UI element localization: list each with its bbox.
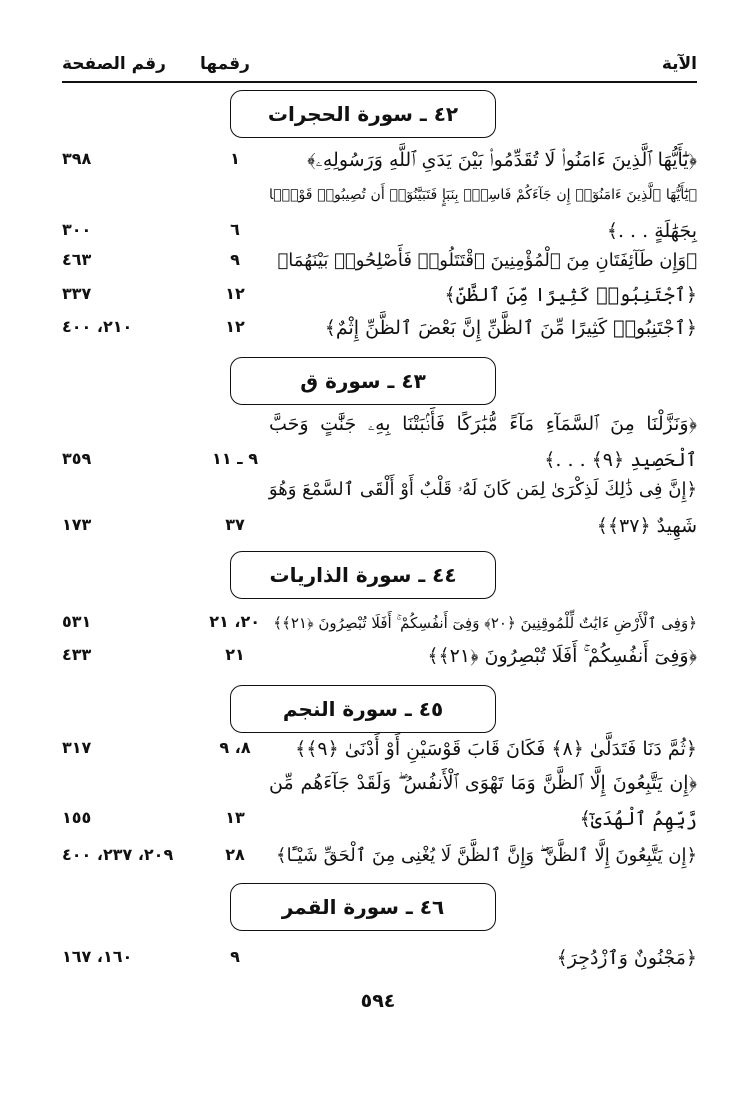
surah-title-box: ٤٢ ـ سورة الحجرات bbox=[230, 90, 496, 138]
ayah-number: ٩ bbox=[230, 250, 240, 269]
ayah-text bbox=[269, 765, 697, 837]
page-reference: ٢١٠، ٤٠٠ bbox=[62, 317, 133, 336]
page-reference: ٣٥٩ bbox=[62, 449, 92, 468]
ayah-text bbox=[269, 638, 697, 674]
ayah-line: ﴿وَإِن طَآئِفَتَانِ مِنَ ٱلْمُؤْمِنِينَ ٱقْتَتَلُوا۟ فَأَصْلِحُوا۟ بَيْنَهُمَا﴾ bbox=[277, 250, 697, 271]
ayah-text bbox=[269, 605, 697, 641]
ayah-number: ٢١ bbox=[225, 645, 245, 664]
ayah-number: ٦ bbox=[230, 220, 240, 239]
page-reference: ١٦٠، ١٦٧ bbox=[62, 947, 133, 966]
ayah-number: ١٢ bbox=[225, 317, 245, 336]
ayah-line: ﴿وَفِى ٱلْأَرْضِ ءَايَٰتٌ لِّلْمُوقِنِينَ ﴿٢٠﴾ وَفِىٓ أَنفُسِكُمْ ۚ أَفَلَا تُبْصِرُونَ ﴿٢١﴾﴾ bbox=[273, 614, 697, 632]
page-reference: ١٥٥ bbox=[62, 808, 92, 827]
page-number: ٥٩٤ bbox=[360, 990, 396, 1012]
surah-title-box: ٤٥ ـ سورة النجم bbox=[230, 685, 496, 733]
ayah-column-header: الآية bbox=[661, 54, 697, 74]
surah-title-box: ٤٣ ـ سورة ق bbox=[230, 357, 496, 405]
surah-title-box: ٤٤ ـ سورة الذاريات bbox=[230, 551, 496, 599]
ayah-text bbox=[269, 838, 697, 874]
ayah-text bbox=[269, 406, 697, 478]
page-reference: ٥٣١ bbox=[62, 612, 92, 631]
page-reference: ٣٣٧ bbox=[62, 284, 92, 303]
ayah-line: ﴿مَجْنُونٌ وَٱزْدُجِرَ﴾ bbox=[556, 947, 697, 969]
page-reference: ٣٠٠ bbox=[62, 220, 92, 239]
ayah-text bbox=[269, 731, 697, 767]
page-reference: ٤٦٣ bbox=[62, 250, 92, 269]
ayah-line: ٱلْحَصِيدِ ﴿٩﴾ . . .﴾ bbox=[544, 449, 697, 471]
ayah-line: بِجَهَٰلَةٍ . . .﴾ bbox=[606, 220, 697, 242]
page-reference: ٤٣٣ bbox=[62, 645, 92, 664]
page-reference: ٢٠٩، ٢٣٧، ٤٠٠ bbox=[62, 845, 174, 864]
ayah-number: ١٢ bbox=[225, 284, 245, 303]
ayah-number: ٨، ٩ bbox=[219, 738, 251, 757]
ayah-text bbox=[269, 277, 697, 313]
page-reference: ١٧٣ bbox=[62, 515, 92, 534]
surah-title-box: ٤٦ ـ سورة القمر bbox=[230, 883, 496, 931]
ayah-line: ﴿إِن يَتَّبِعُونَ إِلَّا ٱلظَّنَّ وَمَا تَهْوَى ٱلْأَنفُسُ ۖ وَلَقَدْ جَآءَهُم مِّن bbox=[269, 772, 697, 794]
table-header bbox=[62, 52, 697, 78]
ayah-number: ٢٠، ٢١ bbox=[209, 612, 260, 631]
ayah-text bbox=[269, 472, 697, 544]
ayah-line: ﴿وَنَزَّلْنَا مِنَ ٱلسَّمَآءِ مَآءً مُّبَٰرَكًا فَأَنۢبَتْنَا بِهِۦ جَنَّٰتٍ وَحَبَّ bbox=[269, 413, 697, 435]
ayah-line: ﴿إِنَّ فِى ذَٰلِكَ لَذِكْرَىٰ لِمَن كَانَ لَهُۥ قَلْبٌ أَوْ أَلْقَى ٱلسَّمْعَ وَهُوَ bbox=[268, 479, 697, 500]
page-reference: ٣٩٨ bbox=[62, 149, 92, 168]
number-column-header: رقمها bbox=[200, 54, 250, 74]
ayah-text bbox=[269, 142, 697, 178]
ayah-line: رَّبِّهِمُ ٱلْهُدَىٰٓ﴾ bbox=[579, 808, 697, 830]
ayah-line: ﴿ٱجْتَنِبُوا۟ كَثِيرًا مِّنَ ٱلظَّنِّ إِنَّ بَعْضَ ٱلظَّنِّ إِثْمٌ﴾ bbox=[324, 317, 697, 339]
ayah-line: ﴿إِن يَتَّبِعُونَ إِلَّا ٱلظَّنَّ ۖ وَإِنَّ ٱلظَّنَّ لَا يُغْنِى مِنَ ٱلْحَقِّ شَيْـًٔا﴾ bbox=[276, 845, 697, 866]
ayah-line: شَهِيدٌ ﴿٣٧﴾﴾ bbox=[596, 515, 697, 537]
ayah-line: ﴿يَٰٓأَيُّهَا ٱلَّذِينَ ءَامَنُوا۟ لَا تُقَدِّمُوا۟ بَيْنَ يَدَىِ ٱللَّهِ وَرَسُولِهِۦ﴾ bbox=[307, 149, 697, 171]
page-column-header: رقم الصفحة bbox=[62, 54, 166, 74]
page-reference: ٣١٧ bbox=[62, 738, 92, 757]
ayah-line: ﴿يَٰٓأَيُّهَا ٱلَّذِينَ ءَامَنُوٓا۟ إِن جَآءَكُمْ فَاسِقٌۢ بِنَبَإٍ فَتَبَيَّنُوٓا۟ أَن تُصِيبُوا۟ قَوْمًۢا bbox=[269, 187, 697, 203]
ayah-number: ١٣ bbox=[225, 808, 245, 827]
ayah-line: ﴿وَفِىٓ أَنفُسِكُمْ ۚ أَفَلَا تُبْصِرُونَ ﴿٢١﴾﴾ bbox=[427, 645, 697, 667]
ayah-text bbox=[269, 310, 697, 346]
ayah-number: ٣٧ bbox=[225, 515, 245, 534]
header-divider bbox=[62, 81, 697, 83]
ayah-text bbox=[269, 940, 697, 976]
ayah-text bbox=[269, 243, 697, 279]
ayah-number: ٩ bbox=[230, 947, 240, 966]
ayah-number: ٢٨ bbox=[225, 845, 245, 864]
ayah-line: ﴿ٱجْتَنِبُوا۟ كَثِيرًا مِّنَ ٱلظَّنِّ﴾ bbox=[444, 284, 697, 306]
ayah-line: ﴿ثُمَّ دَنَا فَتَدَلَّىٰ ﴿٨﴾ فَكَانَ قَابَ قَوْسَيْنِ أَوْ أَدْنَىٰ ﴿٩﴾﴾ bbox=[295, 738, 697, 760]
ayah-number: ١ bbox=[230, 149, 240, 168]
ayah-number: ٩ ـ ١١ bbox=[212, 449, 258, 468]
ayah-text bbox=[269, 177, 697, 249]
